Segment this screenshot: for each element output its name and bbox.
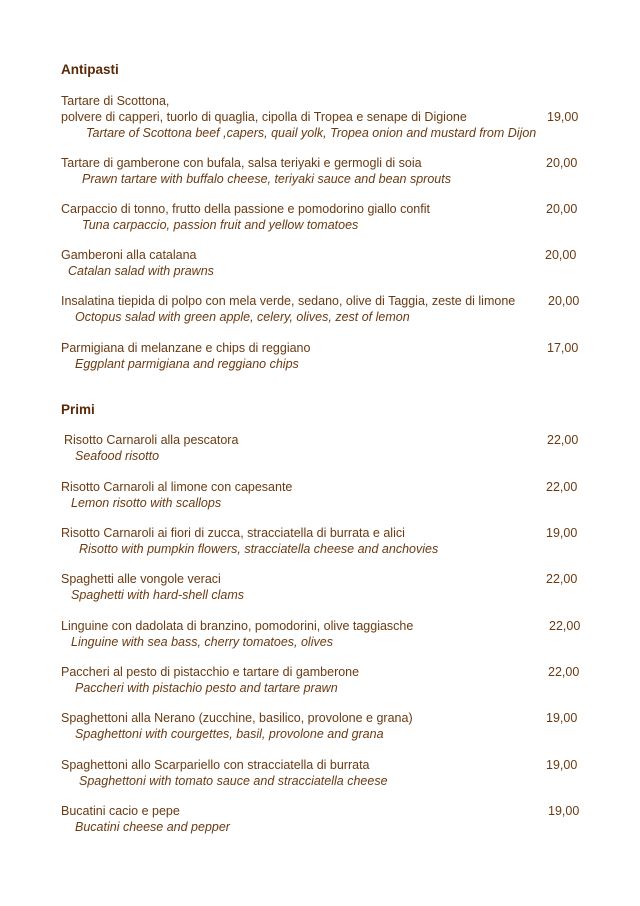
item-price: 20,00 — [545, 248, 577, 262]
item-name-en: Octopus salad with green apple, celery, olives, zest of lemon — [75, 310, 410, 324]
item-name-en: Prawn tartare with buffalo cheese, teriyaki sauce and bean sprouts — [82, 172, 451, 186]
section-title-primi: Primi — [61, 402, 95, 417]
item-price: 17,00 — [547, 341, 579, 355]
section-title-antipasti: Antipasti — [61, 62, 119, 77]
item-name-it: polvere di capperi, tuorlo di quaglia, cipolla di Tropea e senape di Digione — [61, 110, 467, 124]
item-name-it: Bucatini cacio e pepe — [61, 804, 180, 818]
item-price: 22,00 — [546, 480, 578, 494]
item-name-en: Spaghetti with hard-shell clams — [71, 588, 244, 602]
menu-item — [61, 710, 581, 742]
item-price: 22,00 — [548, 665, 580, 679]
item-name-it: Spaghettoni allo Scarpariello con stracciatella di burrata — [61, 758, 370, 772]
item-name-en: Tartare of Scottona beef ,capers, quail yolk, Tropea onion and mustard from Dijon — [86, 126, 537, 140]
item-name-en: Linguine with sea bass, cherry tomatoes, olives — [71, 635, 333, 649]
item-name-en: Eggplant parmigiana and reggiano chips — [75, 357, 299, 371]
menu-item — [61, 340, 581, 372]
menu-item — [61, 757, 581, 789]
menu-item — [61, 525, 581, 557]
item-price: 19,00 — [546, 758, 578, 772]
menu-item — [61, 432, 581, 464]
item-name-en: Paccheri with pistachio pesto and tartare prawn — [75, 681, 338, 695]
item-name-en: Lemon risotto with scallops — [71, 496, 222, 510]
menu-item — [61, 664, 581, 696]
item-name-it: Risotto Carnaroli al limone con capesante — [61, 480, 293, 494]
item-price: 19,00 — [546, 526, 578, 540]
item-name-it: Linguine con dadolata di branzino, pomodorini, olive taggiasche — [61, 619, 414, 633]
item-name-it: Tartare di Scottona, — [61, 94, 170, 108]
item-name-en: Spaghettoni with tomato sauce and stracciatella cheese — [79, 774, 388, 788]
item-price: 22,00 — [546, 572, 578, 586]
item-name-en: Tuna carpaccio, passion fruit and yellow tomatoes — [82, 218, 359, 232]
item-name-en: Risotto with pumpkin flowers, stracciatella cheese and anchovies — [79, 542, 439, 556]
menu-item — [61, 93, 581, 141]
menu-item — [61, 155, 581, 187]
menu-item — [61, 201, 581, 233]
item-name-it: Spaghetti alle vongole veraci — [61, 572, 221, 586]
item-name-it: Risotto Carnaroli ai fiori di zucca, stracciatella di burrata e alici — [61, 526, 405, 540]
menu-item — [61, 247, 581, 279]
menu-item — [61, 618, 581, 650]
item-name-it: Carpaccio di tonno, frutto della passione e pomodorino giallo confit — [61, 202, 430, 216]
item-name-en: Bucatini cheese and pepper — [75, 820, 230, 834]
item-name-it: Insalatina tiepida di polpo con mela verde, sedano, olive di Taggia, zeste di limone — [61, 294, 516, 308]
menu-item — [61, 479, 581, 511]
menu-item — [61, 803, 581, 835]
item-price: 20,00 — [548, 294, 580, 308]
menu-item — [61, 293, 581, 325]
item-price: 19,00 — [546, 711, 578, 725]
item-name-it: Paccheri al pesto di pistacchio e tartare di gamberone — [61, 665, 360, 679]
menu-item — [61, 571, 581, 603]
item-price: 22,00 — [547, 433, 579, 447]
item-name-it: Risotto Carnaroli alla pescatora — [64, 433, 239, 447]
item-price: 20,00 — [546, 202, 578, 216]
item-price: 19,00 — [548, 804, 580, 818]
item-name-it: Spaghettoni alla Nerano (zucchine, basilico, provolone e grana) — [61, 711, 413, 725]
item-price: 22,00 — [549, 619, 581, 633]
item-name-it: Gamberoni alla catalana — [61, 248, 197, 262]
item-price: 20,00 — [546, 156, 578, 170]
item-name-it: Parmigiana di melanzane e chips di reggiano — [61, 341, 311, 355]
item-name-en: Seafood risotto — [75, 449, 160, 463]
item-name-it: Tartare di gamberone con bufala, salsa teriyaki e germogli di soia — [61, 156, 422, 170]
item-name-en: Spaghettoni with courgettes, basil, provolone and grana — [75, 727, 384, 741]
item-name-en: Catalan salad with prawns — [68, 264, 214, 278]
item-price: 19,00 — [547, 110, 579, 124]
